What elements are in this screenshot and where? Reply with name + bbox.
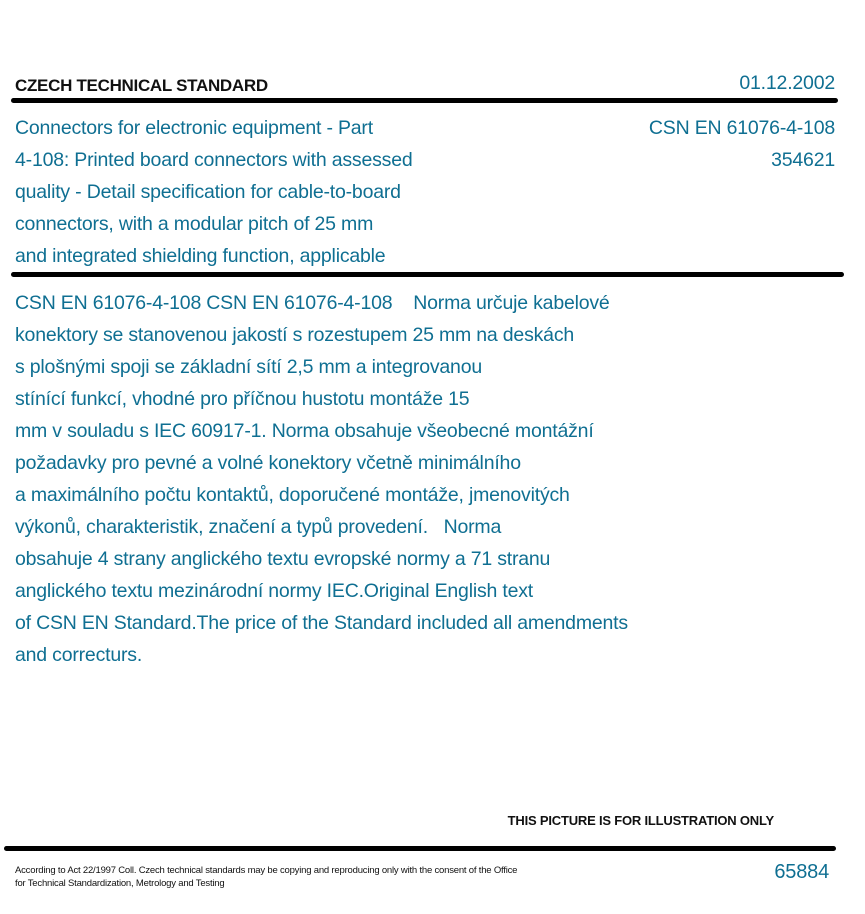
- header-divider: [11, 98, 838, 103]
- footer-divider: [4, 846, 836, 851]
- body-line: s plošnými spoji se základní sítí 2,5 mm a integrovanou: [15, 356, 482, 378]
- standard-code: CSN EN 61076-4-108: [648, 117, 835, 139]
- body-line: požadavky pro pevné a volné konektory včetně minimálního: [15, 452, 521, 474]
- title-line: Connectors for electronic equipment - Part: [15, 117, 373, 139]
- illustration-notice: THIS PICTURE IS FOR ILLUSTRATION ONLY: [507, 813, 774, 828]
- document-number: 65884: [774, 861, 829, 883]
- title-line: connectors, with a modular pitch of 25 mm: [15, 213, 374, 235]
- body-line: anglického textu mezinárodní normy IEC.Original English text: [15, 580, 534, 602]
- body-line: obsahuje 4 strany anglického textu evropské normy a 71 stranu: [15, 548, 551, 570]
- body-line: výkonů, charakteristik, značení a typů provedení. Norma: [15, 516, 502, 538]
- copyright-notice-line: for Technical Standardization, Metrology and Testing: [15, 878, 225, 889]
- title-line: 4-108: Printed board connectors with assessed: [15, 149, 413, 171]
- document-type-label: CZECH TECHNICAL STANDARD: [15, 76, 268, 95]
- body-line: mm v souladu s IEC 60917-1. Norma obsahuje všeobecné montážní: [15, 420, 594, 442]
- body-line: a maximálního počtu kontaktů, doporučené montáže, jmenovitých: [15, 484, 570, 506]
- title-line: and integrated shielding function, applicable: [15, 245, 386, 267]
- body-line: and correcturs.: [15, 644, 143, 666]
- body-line: stínící funkcí, vhodné pro příčnou hustotu montáže 15: [15, 388, 470, 410]
- title-divider: [11, 272, 844, 277]
- body-line: konektory se stanovenou jakostí s rozestupem 25 mm na deskách: [15, 324, 575, 346]
- copyright-notice-line: According to Act 22/1997 Coll. Czech technical standards may be copying and reproducing only with the consent of the Office: [15, 865, 518, 876]
- body-line: of CSN EN Standard.The price of the Standard included all amendments: [15, 612, 628, 634]
- body-line: CSN EN 61076-4-108 CSN EN 61076-4-108 Norma určuje kabelové: [15, 292, 610, 314]
- catalog-number: 354621: [771, 149, 835, 171]
- title-line: quality - Detail specification for cable-to-board: [15, 181, 401, 203]
- issue-date: 01.12.2002: [739, 72, 835, 94]
